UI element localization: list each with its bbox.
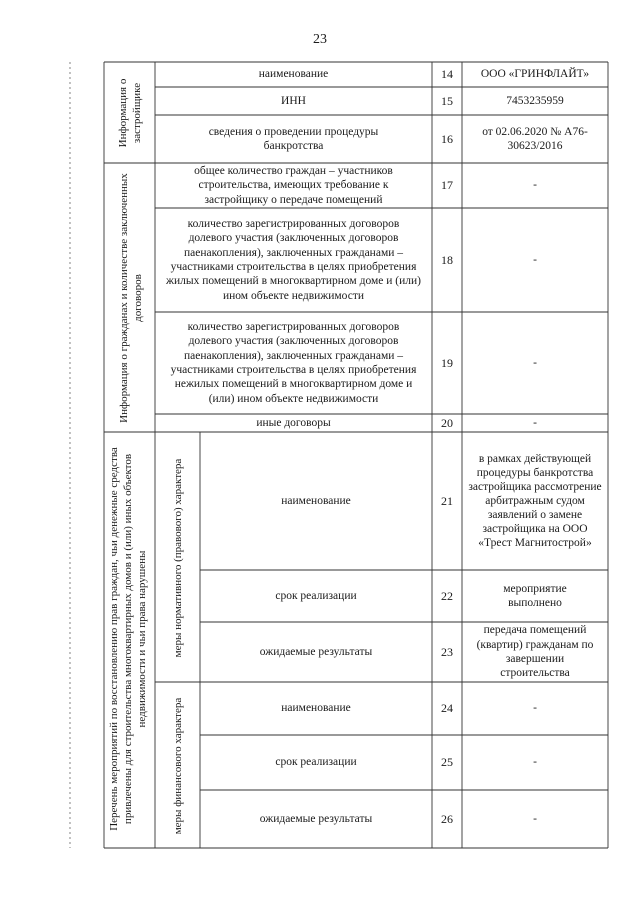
row-23-value: передача помещений (квартир) гражданам по завершении строительства	[476, 624, 594, 680]
row-22-label: срок реализации	[275, 589, 357, 602]
row-25-num: 25	[441, 755, 453, 769]
section-citizens: Информация о гражданах и количестве заключенных договоров	[117, 173, 144, 423]
row-17-num: 17	[441, 178, 453, 192]
row-18-num: 18	[441, 252, 453, 267]
row-26-value: -	[533, 812, 537, 825]
row-22-num: 22	[441, 588, 453, 603]
row-20-label: иные договоры	[256, 416, 331, 429]
row-20-num: 20	[441, 415, 453, 430]
row-21-value: в рамках действующей процедуры банкротства застройщика рассмотрение арбитражным судом заявлений о замене застройщика на ООО «Трест Магнитострой»	[468, 452, 602, 550]
row-26-num: 26	[441, 811, 453, 826]
row-20-value: -	[533, 416, 537, 429]
row-22-value: мероприятие выполнено	[503, 582, 567, 609]
section-financial: меры финансового характера	[171, 697, 184, 835]
row-14-label: наименование	[258, 68, 329, 81]
row-25-value: -	[533, 756, 537, 769]
row-23-label: ожидаемые результаты	[259, 645, 373, 658]
row-16-num: 16	[441, 131, 453, 146]
row-15-value: 7453235959	[506, 94, 564, 107]
row-14-num: 14	[441, 67, 453, 81]
section-measures: Перечень мероприятий по восстановлению прав граждан, чьи денежные средства привлечены для строительства многоквартирных домов и (или) иных объектов недвижимости и чьи права нарушены	[107, 447, 149, 831]
row-19-value: -	[533, 356, 537, 369]
row-14-value: ООО «ГРИНФЛАЙТ»	[480, 68, 590, 81]
row-17-value: -	[533, 179, 537, 192]
row-15-num: 15	[441, 93, 453, 108]
row-19-num: 19	[441, 355, 453, 370]
row-18-label: количество зарегистрированных договоров долевого участия (заключенных договоров паенакопления), заключенных гражданами – участниками строительства в целях приобретения жилых помещений в многоквартирном доме и (или) ином объекте недвижимости	[166, 217, 421, 302]
row-21-label: наименование	[281, 494, 351, 507]
row-23-num: 23	[441, 644, 453, 659]
row-24-value: -	[533, 702, 537, 715]
section-developer: Информация о застройщике	[116, 78, 143, 148]
row-16-label: сведения о проведении процедуры банкротства	[208, 125, 379, 152]
page-number: 23	[313, 32, 327, 47]
row-21-num: 21	[441, 493, 453, 508]
row-19-label: количество зарегистрированных договоров долевого участия (заключенных договоров паенакопления), заключенных гражданами – участниками строительства в целях приобретения нежилых помещений в многоквартирном доме и (или) ином объекте недвижимости	[170, 320, 417, 405]
row-26-label: ожидаемые результаты	[259, 812, 373, 825]
row-25-label: срок реализации	[275, 756, 357, 769]
row-15-label: ИНН	[281, 94, 306, 107]
row-18-value: -	[533, 253, 537, 266]
row-16-value: от 02.06.2020 № А76-30623/2016	[482, 125, 588, 152]
row-24-num: 24	[441, 701, 453, 715]
row-24-label: наименование	[281, 702, 351, 715]
section-normative: меры нормативного (правового) характера	[171, 458, 184, 658]
row-17-label: общее количество граждан – участников строительства, имеющих требование к застройщику о передаче помещений	[194, 164, 393, 206]
